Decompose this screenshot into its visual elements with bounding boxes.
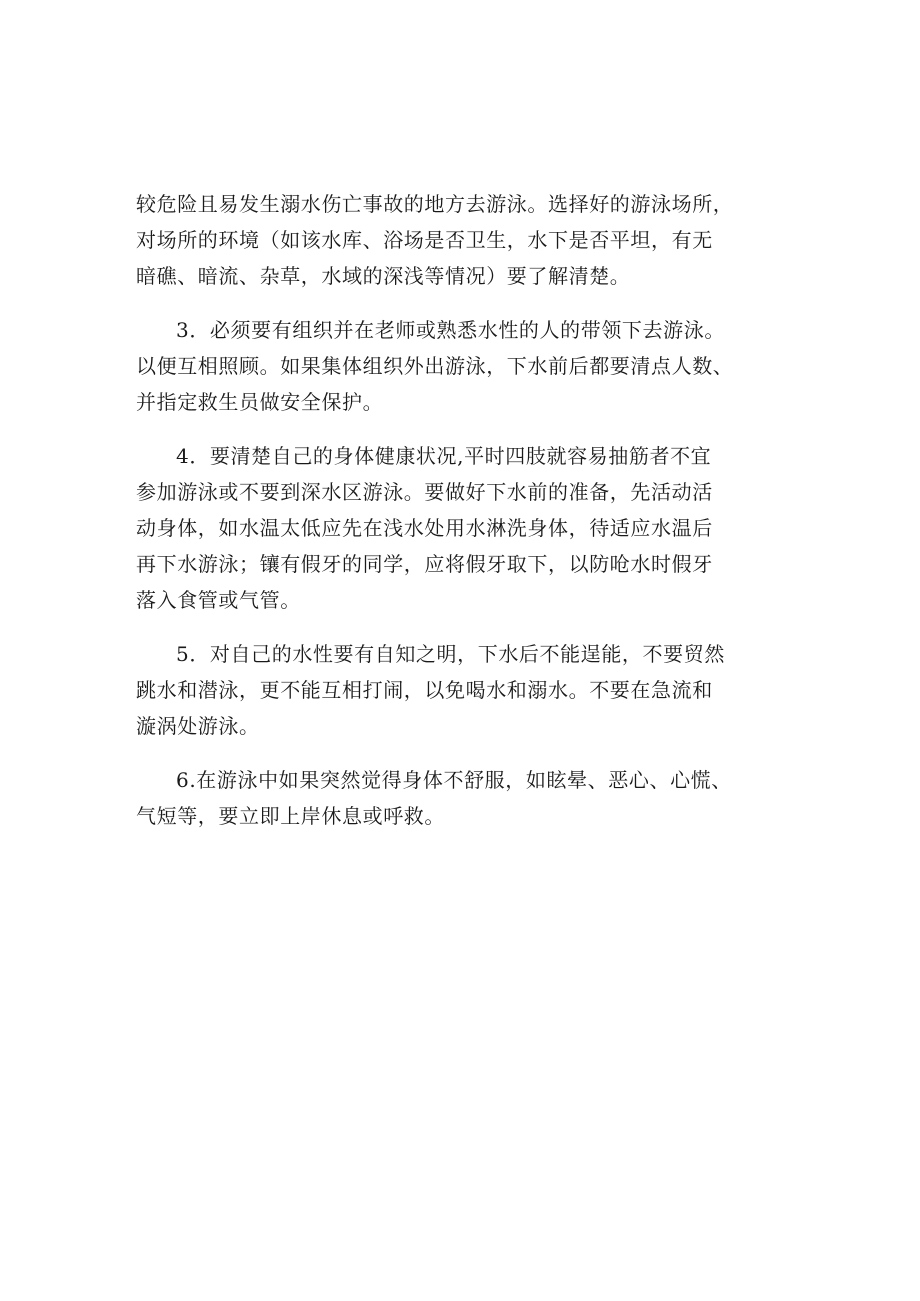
text-line: 以便互相照顾。如果集体组织外出游泳，下水前后都要清点人数、 bbox=[136, 354, 734, 378]
text-line: 3．必须要有组织并在老师或熟悉水性的人的带领下去游泳。 bbox=[176, 318, 725, 342]
text-line: 参加游泳或不要到深水区游泳。要做好下水前的准备，先活动活 bbox=[136, 480, 713, 504]
text-line: 气短等，要立即上岸休息或呼救。 bbox=[136, 804, 445, 828]
paragraph-continuation bbox=[136, 186, 796, 294]
paragraph-item-4 bbox=[136, 438, 796, 618]
paragraph-item-3 bbox=[136, 312, 796, 420]
text-line: 漩涡处游泳。 bbox=[136, 714, 260, 738]
paragraph-item-6 bbox=[136, 762, 796, 834]
paragraph-item-5 bbox=[136, 636, 796, 744]
text-line: 4．要清楚自己的身体健康状况,平时四肢就容易抽筋者不宜 bbox=[176, 444, 712, 468]
text-line: 并指定救生员做安全保护。 bbox=[136, 390, 384, 414]
text-line: 对场所的环境（如该水库、浴场是否卫生，水下是否平坦，有无 bbox=[136, 228, 713, 252]
text-line: 跳水和潜泳，更不能互相打闹，以免喝水和溺水。不要在急流和 bbox=[136, 678, 713, 702]
text-line: 5．对自己的水性要有自知之明，下水后不能逞能，不要贸然 bbox=[176, 642, 725, 666]
text-line: 暗礁、暗流、杂草，水域的深浅等情况）要了解清楚。 bbox=[136, 264, 631, 288]
text-line: 较危险且易发生溺水伤亡事故的地方去游泳。选择好的游泳场所， bbox=[136, 192, 734, 216]
text-line: 落入食管或气管。 bbox=[136, 588, 301, 612]
text-line: 6.在游泳中如果突然觉得身体不舒服，如眩晕、恶心、心慌、 bbox=[176, 768, 732, 792]
text-line: 动身体，如水温太低应先在浅水处用水淋洗身体，待适应水温后 bbox=[136, 516, 713, 540]
text-line: 再下水游泳；镶有假牙的同学，应将假牙取下，以防呛水时假牙 bbox=[136, 552, 713, 576]
document-body bbox=[136, 186, 796, 852]
